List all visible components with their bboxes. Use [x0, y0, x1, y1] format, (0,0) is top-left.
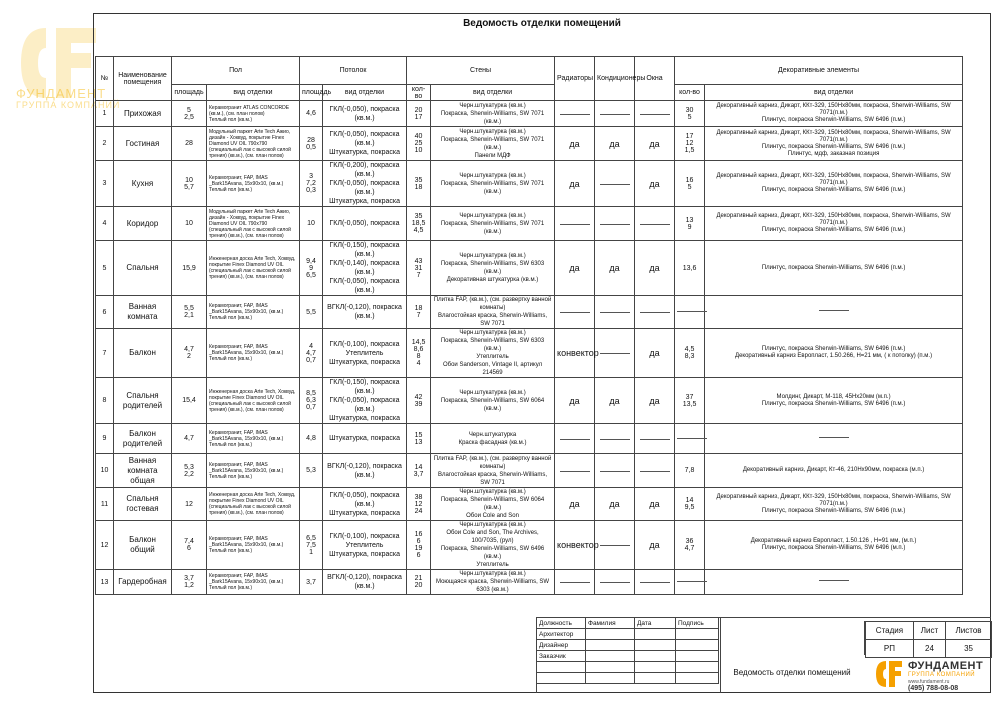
ceiling-area: 3 7,2 0,3 [300, 161, 323, 207]
stamp-col-sign: Подпись [676, 618, 719, 629]
windows [635, 570, 675, 595]
radiators: да [555, 241, 595, 296]
air-conditioner [595, 101, 635, 127]
walls-finish: Черн.штукатурка (кв.м.) Покраска, Sherwin-Williams, SW 7071 (кв.м.) [431, 207, 555, 241]
air-conditioner [595, 161, 635, 207]
header-ceiling-area: площадь [300, 85, 323, 101]
decor-qty: 4,5 8,3 [675, 329, 705, 378]
table-row [96, 296, 963, 329]
ceiling-area: 6,5 7,5 1 [300, 521, 323, 570]
radiators [555, 296, 595, 329]
air-conditioner [595, 424, 635, 454]
floor-finish: Керамогранит, FAP, IMAS _Bark15Avana, 15x90x10, (кв.м.) Теплый пол (кв.м.) [207, 521, 300, 570]
floor-finish: Керамогранит, FAP, IMAS _Bark15Avana, 15x90x10, (кв.м.) Теплый пол (кв.м.) [207, 424, 300, 454]
header-ceiling-type: вид отделки [323, 85, 407, 101]
windows: да [635, 488, 675, 521]
walls-finish: Черн.штукатурка (кв.м.) Моющаяся краска, Sherwin-Williams, SW 6303 (кв.м.) [431, 570, 555, 595]
walls-qty: 42 39 [407, 378, 431, 424]
radiators: конвектор [555, 521, 595, 570]
floor-finish: Керамогранит, FAP, IMAS _Bark15Avana, 15x90x10, (кв.м.) Теплый пол (кв.м.) [207, 570, 300, 595]
decor-qty: 14 9,5 [675, 488, 705, 521]
empty-dash [677, 581, 707, 582]
room-name: Коридор [114, 207, 172, 241]
room-name: Балкон [114, 329, 172, 378]
watermark-brand: ФУНДАМЕНТ [16, 86, 107, 101]
decor-qty: 30 5 [675, 101, 705, 127]
decor-qty: 7,8 [675, 454, 705, 488]
windows: да [635, 378, 675, 424]
header-floor-area: площадь [172, 85, 207, 101]
floor-area: 10 5,7 [172, 161, 207, 207]
radiators: конвектор [555, 329, 595, 378]
room-name: Спальня гостевая [114, 488, 172, 521]
empty-dash [560, 224, 590, 225]
empty-dash [560, 312, 590, 313]
row-number: 10 [96, 454, 114, 488]
empty-dash [600, 545, 630, 546]
floor-finish: Модульный паркет Arte Tech Ажио, дизайн - Хоквуд, покрытие Finex Diamond UV OIL 790x790 (специальный лак с высокой силой трения) (кв.м.), (см. план полов) [207, 127, 300, 161]
floor-finish: Керамогранит, FAP, IMAS _Bark15Avana, 15x90x10, (кв.м.) Теплый пол (кв.м.) [207, 329, 300, 378]
table-row [96, 101, 963, 127]
empty-dash [600, 184, 630, 185]
sheets-label: Листов [946, 622, 992, 640]
floor-finish: Инженерная доска Arte Tech, Хоквуд, покрытие Finex Diamond UV OIL (специальный лак с высокой силой трения) (кв.м.), (см. план полов) [207, 488, 300, 521]
windows [635, 454, 675, 488]
ceiling-finish: ГКЛ(-0,150), покраска (кв.м.) ГКЛ(-0,050), покраска (кв.м.) Штукатурка, покраска [323, 378, 407, 424]
logo-phone: (495) 788-08-08 [908, 685, 959, 692]
windows [635, 296, 675, 329]
empty-dash [819, 310, 849, 311]
walls-finish: Плитка FAP, (кв.м.), (см. развертку ванной комнаты) Влагостойкая краска, Sherwin-Williams, SW 7071 [431, 454, 555, 488]
ceiling-finish: Штукатурка, покраска [323, 424, 407, 454]
ceiling-area: 9,4 9 6,5 [300, 241, 323, 296]
ceiling-finish: ГКЛ(-0,150), покраска (кв.м.) ГКЛ(-0,140), покраска (кв.м.) ГКЛ(-0,050), покраска (кв.м.) [323, 241, 407, 296]
row-number: 13 [96, 570, 114, 595]
table-row [96, 329, 963, 378]
empty-dash [640, 471, 670, 472]
floor-area: 4,7 2 [172, 329, 207, 378]
header-decor: Декоративные элементы [675, 57, 963, 85]
air-conditioner [595, 570, 635, 595]
walls-qty: 35 18,5 4,5 [407, 207, 431, 241]
empty-dash [560, 439, 590, 440]
stage-label: Стадия [866, 622, 914, 640]
decor-qty [675, 570, 705, 595]
stage-value: РП [866, 640, 914, 658]
header-ceiling: Потолок [300, 57, 407, 85]
row-number: 8 [96, 378, 114, 424]
table-row [96, 424, 963, 454]
table-row [96, 161, 963, 207]
air-conditioner [595, 207, 635, 241]
empty-dash [819, 580, 849, 581]
ceiling-area: 10 [300, 207, 323, 241]
empty-dash [600, 439, 630, 440]
room-name: Ванная комната [114, 296, 172, 329]
ceiling-finish: ГКЛ(-0,100), покраска Утеплитель Штукатурка, покраска [323, 329, 407, 378]
empty-dash [600, 312, 630, 313]
floor-area: 10 [172, 207, 207, 241]
walls-finish: Черн.штукатурка Краска фасадная (кв.м.) [431, 424, 555, 454]
windows: да [635, 521, 675, 570]
room-name: Спальня родителей [114, 378, 172, 424]
air-conditioner: да [595, 378, 635, 424]
floor-finish: Инженерная доска Arte Tech, Хоквуд, покрытие Finex Diamond UV OIL (специальный лак с высокой силой трения) (кв.м.), (см. план полов) [207, 378, 300, 424]
empty-dash [560, 114, 590, 115]
header-num: № [96, 57, 114, 101]
header-walls-type: вид отделки [431, 85, 555, 101]
decor-qty: 13 9 [675, 207, 705, 241]
floor-area: 5 2,5 [172, 101, 207, 127]
row-number: 6 [96, 296, 114, 329]
decor-finish: Декоративный карниз Европласт, 1.50.126 , Н=91 мм, (м.п.) Плинтус, покраска Sherwin-Williams, SW 6496 (м.п.) [705, 521, 963, 570]
header-radiators: Радиаторы [555, 57, 595, 101]
air-conditioner [595, 521, 635, 570]
decor-finish [705, 570, 963, 595]
row-number: 5 [96, 241, 114, 296]
decor-qty: 36 4,7 [675, 521, 705, 570]
row-number: 11 [96, 488, 114, 521]
room-name: Гостиная [114, 127, 172, 161]
walls-qty: 43 31 7 [407, 241, 431, 296]
decor-finish: Молдинг, Дикарт, М-118, 45Нх20мм (м.п.) Плинтус, покраска Sherwin-Williams, SW 6496 (п.м.) [705, 378, 963, 424]
ceiling-area: 8,5 6,3 0,7 [300, 378, 323, 424]
header-floor-type: вид отделки [207, 85, 300, 101]
stamp-col-surname: Фамилия [586, 618, 635, 629]
floor-finish: Инженерная доска Arte Tech, Хоквуд, покрытие Finex Diamond UV OIL (специальный лак с высокой силой трения) (кв.м.), (см. план полов) [207, 241, 300, 296]
row-number: 9 [96, 424, 114, 454]
company-logo-icon [874, 659, 904, 689]
radiators: да [555, 127, 595, 161]
windows: да [635, 127, 675, 161]
row-number: 3 [96, 161, 114, 207]
header-windows: Окна [635, 57, 675, 101]
floor-finish: Керамогранит, FAP, IMAS _Bark15Avana, 15x90x10, (кв.м.) Теплый пол (кв.м.) [207, 296, 300, 329]
watermark-sub: ГРУППА КОМПАНИЙ [16, 100, 121, 110]
header-floor: Пол [172, 57, 300, 85]
radiators [555, 424, 595, 454]
empty-dash [677, 311, 707, 312]
decor-finish: Плинтус, покраска Sherwin-Williams, SW 6496 (п.м.) [705, 241, 963, 296]
walls-finish: Черн.штукатурка (кв.м.) Покраска, Sherwin-Williams, SW 6303 (кв.м.) Утеплитель Обои Sanderson, Vintage II, артикул 214569 [431, 329, 555, 378]
row-number: 2 [96, 127, 114, 161]
walls-finish: Черн.штукатурка (кв.м.) Покраска, Sherwin-Williams, SW 6303 (кв.м.) Декоративная штукатурка (кв.м.) [431, 241, 555, 296]
decor-qty: 13,6 [675, 241, 705, 296]
air-conditioner [595, 454, 635, 488]
logo-brand: ФУНДАМЕНТ [908, 660, 984, 672]
radiators: да [555, 378, 595, 424]
table-row [96, 454, 963, 488]
room-name: Ванная комната общая [114, 454, 172, 488]
walls-finish: Черн.штукатурка (кв.м.) Покраска, Sherwin-Williams, SW 6064 (кв.м.) [431, 378, 555, 424]
empty-dash [600, 353, 630, 354]
decor-finish: Декоративный карниз, Дикарт, ККт-329, 150Нх80мм, покраска, Sherwin-Williams, SW 7071(п.м.) Плинтус, покраска Sherwin-Williams, SW 6496 (п.м.) [705, 101, 963, 127]
empty-dash [819, 437, 849, 438]
walls-finish: Черн.штукатурка (кв.м.) Покраска, Sherwin-Williams, SW 7071 (кв.м.) [431, 101, 555, 127]
header-ac: Кондиционеры [595, 57, 635, 101]
walls-finish: Черн.штукатурка (кв.м.) Покраска, Sherwin-Williams, SW 7071 (кв.м.) [431, 161, 555, 207]
empty-dash [560, 471, 590, 472]
decor-finish: Декоративный карниз, Дикарт, Кт-46, 210Нх90мм, покраска (м.п.) [705, 454, 963, 488]
walls-qty: 14 3,7 [407, 454, 431, 488]
sheet-info [864, 621, 992, 655]
page-title: Ведомость отделки помещений [463, 18, 621, 29]
walls-qty: 38 12 24 [407, 488, 431, 521]
empty-dash [600, 114, 630, 115]
row-number: 7 [96, 329, 114, 378]
floor-finish: Модульный паркет Arte Tech Ажио, дизайн - Хоквуд, покрытие Finex Diamond UV OIL 790x790 (специальный лак с высокой силой трения) (кв.м.), (см. план полов) [207, 207, 300, 241]
table-row [96, 127, 963, 161]
floor-area: 4,7 [172, 424, 207, 454]
radiators [555, 454, 595, 488]
floor-area: 3,7 1,2 [172, 570, 207, 595]
room-name: Кухня [114, 161, 172, 207]
radiators [555, 101, 595, 127]
floor-area: 15,4 [172, 378, 207, 424]
decor-qty: 16 5 [675, 161, 705, 207]
floor-area: 5,3 2,2 [172, 454, 207, 488]
empty-dash [640, 312, 670, 313]
sheets-value: 35 [946, 640, 992, 658]
floor-area: 12 [172, 488, 207, 521]
decor-qty [675, 424, 705, 454]
floor-finish: Керамогранит, FAP, IMAS _Bark15Avana, 15x90x10, (кв.м.) Теплый пол (кв.м.) [207, 454, 300, 488]
table-row [96, 241, 963, 296]
radiators: да [555, 488, 595, 521]
header-decor-type: вид отделки [705, 85, 963, 101]
decor-qty: 17 12 1,5 [675, 127, 705, 161]
empty-dash [600, 582, 630, 583]
floor-area: 7,4 6 [172, 521, 207, 570]
header-name: Наименование помещения [114, 57, 172, 101]
header-decor-qty: кол-во [675, 85, 705, 101]
ceiling-area: 5,3 [300, 454, 323, 488]
stamp-col-date: Дата [635, 618, 676, 629]
empty-dash [640, 114, 670, 115]
walls-qty: 35 18 [407, 161, 431, 207]
logo-url: www.fundament.ru [908, 679, 950, 685]
table-row [96, 570, 963, 595]
sheet-value: 24 [913, 640, 945, 658]
walls-finish: Черн.штукатурка (кв.м.) Покраска, Sherwin-Williams, SW 6064 (кв.м.) Обои Cole and Son [431, 488, 555, 521]
sheet-label: Лист [913, 622, 945, 640]
air-conditioner [595, 296, 635, 329]
table-row [96, 521, 963, 570]
walls-qty: 18 7 [407, 296, 431, 329]
decor-finish: Декоративный карниз, Дикарт, ККт-329, 150Нх80мм, покраска, Sherwin-Williams, SW 7071(п.м.) Плинтус, покраска Sherwin-Williams, SW 6496 (п.м.) [705, 488, 963, 521]
header-walls-qty: кол-во [407, 85, 431, 101]
room-name: Балкон общий [114, 521, 172, 570]
ceiling-area: 4 4,7 0,7 [300, 329, 323, 378]
ceiling-finish: ГКЛ(-0,050), покраска (кв.м.) Штукатурка, покраска [323, 127, 407, 161]
empty-dash [640, 224, 670, 225]
finishing-schedule-table [95, 56, 963, 595]
decor-finish: Декоративный карниз, Дикарт, ККт-329, 150Нх80мм, покраска, Sherwin-Williams, SW 7071(п.м.) Плинтус, покраска Sherwin-Williams, SW 6496 (п.м.) Плинтус, мдф, заказная позиция [705, 127, 963, 161]
ceiling-finish: ГКЛ(-0,050), покраска (кв.м.) [323, 101, 407, 127]
decor-qty: 37 13,5 [675, 378, 705, 424]
stamp-role-architect: Архитектор [537, 629, 586, 640]
floor-area: 28 [172, 127, 207, 161]
table-row [96, 488, 963, 521]
walls-qty: 40 25 10 [407, 127, 431, 161]
decor-finish [705, 424, 963, 454]
empty-dash [640, 439, 670, 440]
ceiling-area: 28 0,5 [300, 127, 323, 161]
room-name: Спальня [114, 241, 172, 296]
stamp-col-position: Должность [537, 618, 586, 629]
decor-finish: Декоративный карниз, Дикарт, ККт-329, 150Нх80мм, покраска, Sherwin-Williams, SW 7071(п.м.) Плинтус, покраска Sherwin-Williams, SW 6496 (п.м.) [705, 207, 963, 241]
ceiling-area: 4,8 [300, 424, 323, 454]
empty-dash [560, 582, 590, 583]
empty-dash [640, 582, 670, 583]
decor-qty [675, 296, 705, 329]
ceiling-finish: ВГКЛ(-0,120), покраска (кв.м.) [323, 454, 407, 488]
room-name: Прихожая [114, 101, 172, 127]
windows: да [635, 241, 675, 296]
walls-qty: 21 20 [407, 570, 431, 595]
stamp-role-customer: Заказчик [537, 651, 586, 662]
empty-dash [677, 438, 707, 439]
floor-finish: Керамогранит ATLAS CONCORDE (кв.м.), (см. план полов) Теплый пол (кв.м.) [207, 101, 300, 127]
walls-qty: 20 17 [407, 101, 431, 127]
windows: да [635, 161, 675, 207]
radiators [555, 570, 595, 595]
ceiling-finish: ГКЛ(-0,050), покраска (кв.м.) Штукатурка, покраска [323, 488, 407, 521]
logo-sub: ГРУППА КОМПАНИЙ [908, 672, 976, 678]
decor-finish: Плинтус, покраска Sherwin-Williams, SW 6496 (п.м.) Декоративный карниз Европласт, 1.50.266, Н=21 мм, ( к потолку) (п.м.) [705, 329, 963, 378]
empty-dash [600, 224, 630, 225]
walls-qty: 16 6 19 6 [407, 521, 431, 570]
windows: да [635, 329, 675, 378]
row-number: 1 [96, 101, 114, 127]
table-row [96, 378, 963, 424]
table-row [96, 207, 963, 241]
stamp-role-designer: Дизайнер [537, 640, 586, 651]
air-conditioner: да [595, 488, 635, 521]
air-conditioner [595, 329, 635, 378]
room-name: Гардеробная [114, 570, 172, 595]
floor-finish: Керамогранит, FAP, IMAS _Bark15Avana, 15x90x10, (кв.м.) Теплый пол (кв.м.) [207, 161, 300, 207]
document-name: Ведомость отделки помещений [733, 668, 851, 677]
ceiling-finish: ГКЛ(-0,200), покраска (кв.м.) ГКЛ(-0,050), покраска (кв.м.) Штукатурка, покраска [323, 161, 407, 207]
empty-dash [600, 471, 630, 472]
ceiling-area: 5,5 [300, 296, 323, 329]
ceiling-finish: ГКЛ(-0,050), покраска [323, 207, 407, 241]
walls-finish: Черн.штукатурка (кв.м.) Обои Cole and Son, The Archives, 100/7035, (рул) Покраска, Sherwin-Williams, SW 6496 (кв.м.) Утеплитель [431, 521, 555, 570]
walls-qty: 14,5 8,6 8 4 [407, 329, 431, 378]
row-number: 12 [96, 521, 114, 570]
row-number: 4 [96, 207, 114, 241]
ceiling-area: 4,6 [300, 101, 323, 127]
walls-qty: 15 13 [407, 424, 431, 454]
header-walls: Стены [407, 57, 555, 85]
decor-finish [705, 296, 963, 329]
radiators: да [555, 161, 595, 207]
windows [635, 207, 675, 241]
ceiling-finish: ВГКЛ(-0,120), покраска (кв.м.) [323, 570, 407, 595]
walls-finish: Плитка FAP, (кв.м.), (см. развертку ванной комнаты) Влагостойкая краска, Sherwin-Williams, SW 7071 [431, 296, 555, 329]
air-conditioner: да [595, 127, 635, 161]
floor-area: 5,5 2,1 [172, 296, 207, 329]
walls-finish: Черн.штукатурка (кв.м.) Покраска, Sherwin-Williams, SW 7071 (кв.м.) Панели МДФ [431, 127, 555, 161]
room-name: Балкон родителей [114, 424, 172, 454]
ceiling-area: 3,7 [300, 570, 323, 595]
floor-area: 15,9 [172, 241, 207, 296]
decor-finish: Декоративный карниз, Дикарт, ККт-329, 150Нх80мм, покраска, Sherwin-Williams, SW 7071(п.м.) Плинтус, покраска Sherwin-Williams, SW 6496 (п.м.) [705, 161, 963, 207]
ceiling-finish: ВГКЛ(-0,120), покраска (кв.м.) [323, 296, 407, 329]
air-conditioner: да [595, 241, 635, 296]
radiators [555, 207, 595, 241]
ceiling-area [300, 488, 323, 521]
windows [635, 101, 675, 127]
ceiling-finish: ГКЛ(-0,100), покраска Утеплитель Штукатурка, покраска [323, 521, 407, 570]
windows [635, 424, 675, 454]
